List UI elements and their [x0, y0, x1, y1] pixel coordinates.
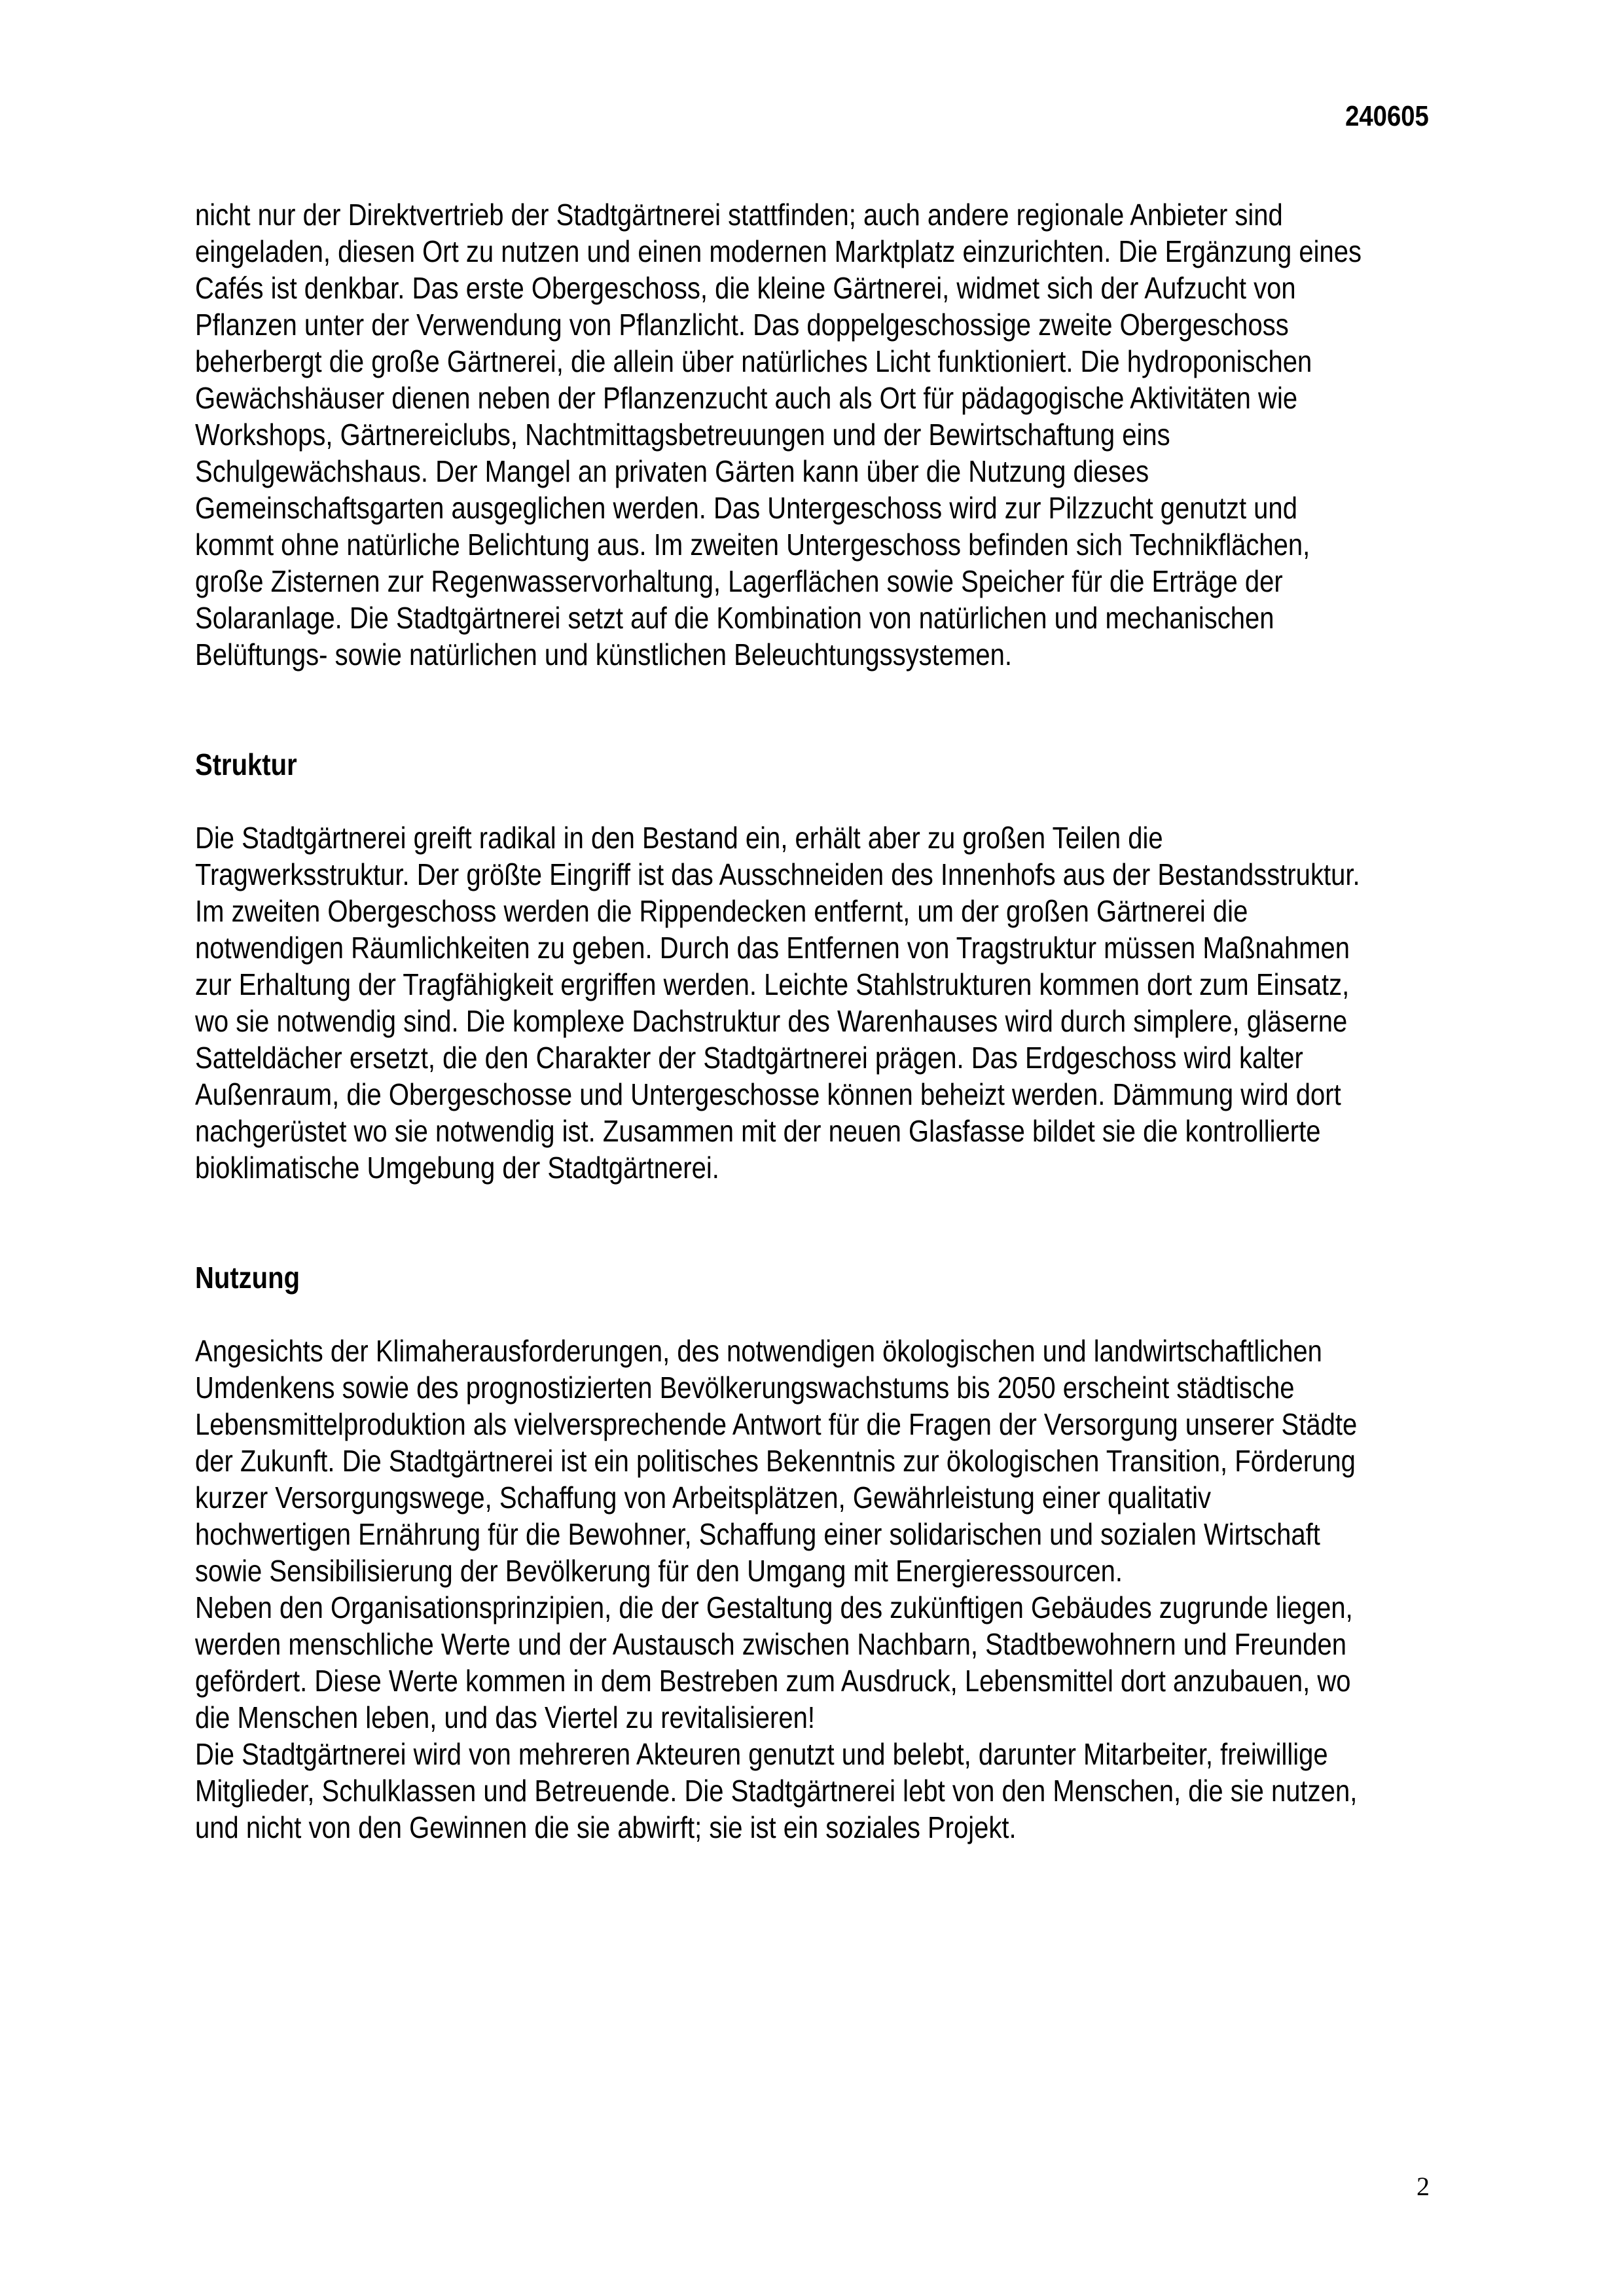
- text-line: Mitglieder, Schulklassen und Betreuende. Die Stadtgärtnerei lebt von den Menschen, die sie nutzen,: [195, 1774, 1358, 1808]
- document-id: 240605: [1345, 100, 1429, 132]
- text-line: beherbergt die große Gärtnerei, die allein über natürliches Licht funktioniert. Die hydroponischen: [195, 344, 1312, 378]
- text-line: die Menschen leben, und das Viertel zu revitalisieren!: [195, 1700, 815, 1734]
- text-line: zur Erhaltung der Tragfähigkeit ergriffen werden. Leichte Stahlstrukturen kommen dort zum Einsatz,: [195, 967, 1350, 1001]
- spacer: [195, 709, 1624, 746]
- text-line: Umdenkens sowie des prognostizierten Bevölkerungswachstums bis 2050 erscheint städtische: [195, 1371, 1295, 1405]
- text-line: Angesichts der Klimaherausforderungen, des notwendigen ökologischen und landwirtschaftlichen: [195, 1334, 1322, 1368]
- text-line: kurzer Versorgungswege, Schaffung von Arbeitsplätzen, Gewährleistung einer qualitativ: [195, 1480, 1212, 1515]
- text-line: und nicht von den Gewinnen die sie abwirft; sie ist ein soziales Projekt.: [195, 1810, 1017, 1844]
- spacer: [195, 1223, 1624, 1259]
- text-line: eingeladen, diesen Ort zu nutzen und einen modernen Marktplatz einzurichten. Die Ergänzung eines: [195, 234, 1362, 268]
- text-line: Schulgewächshaus. Der Mangel an privaten Gärten kann über die Nutzung dieses: [195, 454, 1149, 488]
- document-body: [195, 196, 1624, 1846]
- text-line: Neben den Organisationsprinzipien, die der Gestaltung des zukünftigen Gebäudes zugrunde liegen,: [195, 1590, 1353, 1624]
- page-number: 2: [1416, 2172, 1430, 2201]
- text-line: Pflanzen unter der Verwendung von Pflanzlicht. Das doppelgeschossige zweite Obergeschoss: [195, 308, 1289, 342]
- paragraph: [195, 196, 1624, 673]
- spacer: [195, 783, 1624, 819]
- text-line: große Zisternen zur Regenwasservorhaltung, Lagerflächen sowie Speicher für die Erträge der: [195, 564, 1283, 598]
- text-line: Lebensmittelproduktion als vielversprechende Antwort für die Fragen der Versorgung unserer Städte: [195, 1407, 1358, 1441]
- text-line: Belüftungs- sowie natürlichen und künstlichen Beleuchtungssystemen.: [195, 637, 1013, 672]
- text-line: Solaranlage. Die Stadtgärtnerei setzt auf die Kombination von natürlichen und mechanischen: [195, 601, 1274, 635]
- text-line: kommt ohne natürliche Belichtung aus. Im zweiten Untergeschoss befinden sich Technikflächen,: [195, 528, 1310, 562]
- text-line: Gemeinschaftsgarten ausgeglichen werden. Das Untergeschoss wird zur Pilzzucht genutzt und: [195, 491, 1297, 525]
- text-line: Satteldächer ersetzt, die den Charakter der Stadtgärtnerei prägen. Das Erdgeschoss wird kalter: [195, 1041, 1303, 1075]
- spacer: [195, 1186, 1624, 1223]
- text-line: Workshops, Gärtnereiclubs, Nachtmittagsbetreuungen und der Bewirtschaftung eins: [195, 418, 1170, 452]
- spacer: [195, 1296, 1624, 1333]
- section-nutzung: [195, 1259, 1624, 1846]
- text-line: Cafés ist denkbar. Das erste Obergeschoss, die kleine Gärtnerei, widmet sich der Aufzucht von: [195, 271, 1296, 305]
- paragraph: [195, 819, 1624, 1186]
- text-line: Im zweiten Obergeschoss werden die Rippendecken entfernt, um der großen Gärtnerei die: [195, 894, 1248, 928]
- text-line: gefördert. Diese Werte kommen in dem Bestreben zum Ausdruck, Lebensmittel dort anzubauen, wo: [195, 1664, 1351, 1698]
- section-intro: [195, 196, 1624, 673]
- text-line: werden menschliche Werte und der Austausch zwischen Nachbarn, Stadtbewohnern und Freunden: [195, 1627, 1346, 1661]
- text-line: Die Stadtgärtnerei greift radikal in den Bestand ein, erhält aber zu großen Teilen die: [195, 821, 1163, 855]
- text-line: der Zukunft. Die Stadtgärtnerei ist ein politisches Bekenntnis zur ökologischen Transition, Förderung: [195, 1444, 1356, 1478]
- text-line: nicht nur der Direktvertrieb der Stadtgärtnerei stattfinden; auch andere regionale Anbieter sind: [195, 198, 1283, 232]
- text-line: Außenraum, die Obergeschosse und Untergeschosse können beheizt werden. Dämmung wird dort: [195, 1077, 1341, 1111]
- text-line: notwendigen Räumlichkeiten zu geben. Durch das Entfernen von Tragstruktur müssen Maßnahmen: [195, 931, 1350, 965]
- text-line: wo sie notwendig sind. Die komplexe Dachstruktur des Warenhauses wird durch simplere, gläserne: [195, 1004, 1348, 1038]
- section-heading: Struktur: [195, 747, 297, 781]
- text-line: sowie Sensibilisierung der Bevölkerung für den Umgang mit Energieressourcen.: [195, 1554, 1123, 1588]
- paragraph: [195, 1333, 1624, 1846]
- text-line: nachgerüstet wo sie notwendig ist. Zusammen mit der neuen Glasfasse bildet sie die kontrollierte: [195, 1114, 1321, 1148]
- text-line: hochwertigen Ernährung für die Bewohner, Schaffung einer solidarischen und sozialen Wirtschaft: [195, 1517, 1320, 1551]
- text-line: Gewächshäuser dienen neben der Pflanzenzucht auch als Ort für pädagogische Aktivitäten wie: [195, 381, 1298, 415]
- section-struktur: [195, 746, 1624, 1186]
- text-line: bioklimatische Umgebung der Stadtgärtnerei.: [195, 1151, 719, 1185]
- section-heading: Nutzung: [195, 1261, 300, 1295]
- spacer: [195, 673, 1624, 709]
- text-line: Die Stadtgärtnerei wird von mehreren Akteuren genutzt und belebt, darunter Mitarbeiter, freiwillige: [195, 1737, 1328, 1771]
- text-line: Tragwerksstruktur. Der größte Eingriff ist das Ausschneiden des Innenhofs aus der Bestandsstruktur.: [195, 857, 1360, 891]
